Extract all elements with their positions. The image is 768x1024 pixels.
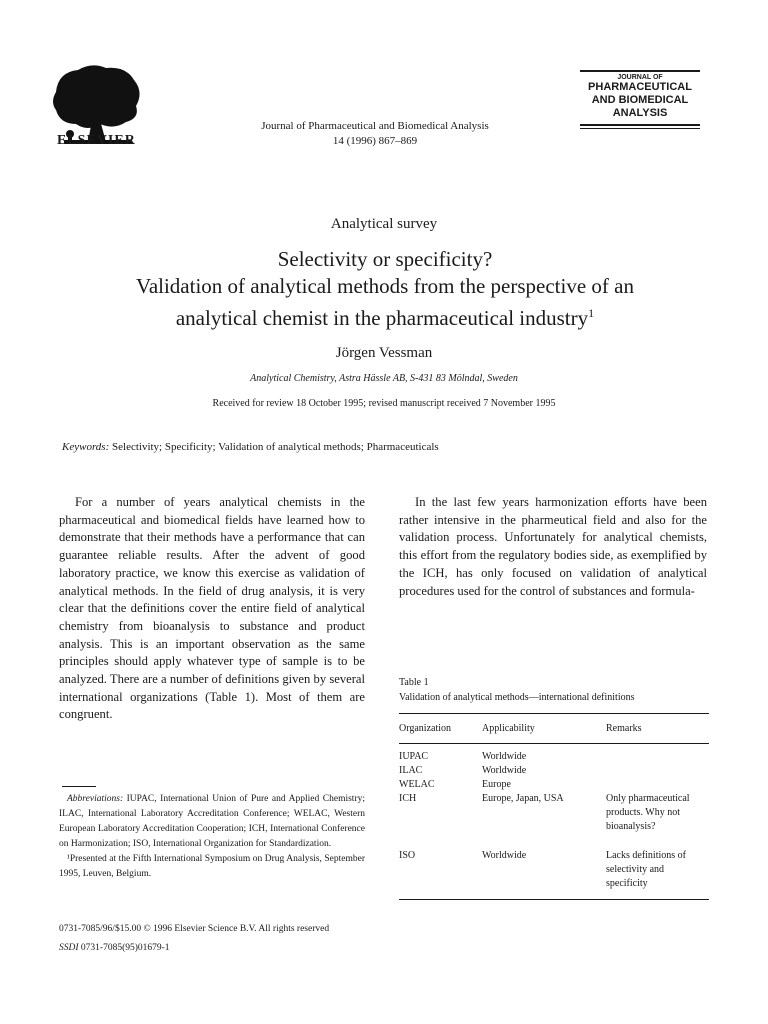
table-cell-org: ICH [399,793,417,804]
table-rule-top [399,713,709,714]
copyright-line: 0731-7085/96/$15.00 © 1996 Elsevier Science B.V. All rights reserved [59,924,330,934]
abbreviations-label: Abbreviations: [67,794,124,804]
table-cell-applicability: Europe, Japan, USA [482,793,564,804]
masthead-journal-of: JOURNAL OF [617,74,663,81]
body-left-column [59,494,365,724]
table-cell-org: ISO [399,850,416,861]
keywords-list: Selectivity; Specificity; Validation of analytical methods; Pharmaceuticals [112,441,439,453]
masthead-line-3: ANALYSIS [612,107,668,119]
keywords [62,441,439,453]
table-header-applicability: Applicability [482,723,535,734]
table-rule-header [399,743,709,744]
author-name: Jörgen Vessman [335,345,433,361]
footnotes [59,792,365,882]
table-cell-remarks: Only pharmaceutical products. Why not bioanalysis? [606,793,690,832]
table-cell-applicability: Worldwide [482,765,527,776]
masthead-rule-bottom [580,124,700,129]
journal-citation-volume: 14 (1996) 867–869 [332,135,418,147]
table-header-organization: Organization [399,723,452,734]
footnote-abbreviations [59,792,365,852]
table-cell-org: ILAC [399,765,423,776]
article-type: Analytical survey [330,216,438,232]
received-dates: Received for review 18 October 1995; revised manuscript received 7 November 1995 [212,398,556,409]
abbreviations-text: IUPAC, International Union of Pure and Applied Chemistry; ILAC, International Laboratory Accreditation Conference; WELAC, Western European Laboratory Accreditation Cooperation; ICH, International Conference on Harmonization; ISO, International Organization for Standardization. [59,794,365,849]
body-paragraph-left: For a number of years analytical chemists in the pharmaceutical and biomedical fields have learned how to demonstrate that their methods have a performance that can guarantee reliable results. After the advent of good laboratory practice, we know this exercise as validation of analytical methods. In the field of drug analysis, it is very clear that the definitions cover the entire field of analytical chemistry from bioanalysis to substance and product analysis. This is an important observation as the same principles should apply whatever type of sample is to be analyzed. There are a number of definitions given by several international organizations (Table 1). Most of them are congruent. [59,495,365,722]
publisher-name: ELSEVIER [57,133,136,148]
body-paragraph-right: In the last few years harmonization efforts have been rather intensive in the pharmeutical field and also for the validation process. Unfortunately for analytical chemists, this effort from the regulatory bodies side, as exemplified by the ICH, has only focused on validation of analytical procedures used for the control of substances and formula- [399,495,707,598]
table-cell-applicability: Worldwide [482,751,527,762]
table-cell-org: IUPAC [399,751,429,762]
table-cell-remarks: Lacks definitions of selectivity and specificity [606,850,686,889]
masthead-line-1: PHARMACEUTICAL [588,81,692,93]
journal-citation-title: Journal of Pharmaceutical and Biomedical Analysis [261,120,489,132]
title-line-3 [40,300,730,332]
table-rule-bottom [399,899,709,900]
keywords-label: Keywords: [62,441,110,453]
table-cell-applicability: Europe [482,779,511,790]
footnote-1: ¹Presented at the Fifth International Symposium on Drug Analysis, September 1995, Leuven, Belgium. [59,854,365,879]
body-right-column [399,494,707,600]
author-affiliation: Analytical Chemistry, Astra Hässle AB, S-431 83 Mölndal, Sweden [250,373,518,384]
masthead-rule-top [580,70,700,72]
journal-masthead [580,70,700,129]
title-line-2: Validation of analytical methods from the perspective of an [135,274,634,298]
table-label: Table 1 [399,677,429,688]
ssdi-line [59,943,170,953]
ssdi-number: 0731-7085(95)01679-1 [80,943,170,953]
footnote-rule [62,786,96,787]
title-footnote-mark: 1 [588,306,595,320]
table-cell-org: WELAC [399,779,435,790]
article-title [40,246,730,332]
journal-citation [230,119,520,149]
masthead-line-2: AND BIOMEDICAL [591,94,689,106]
table-header-remarks: Remarks [606,723,642,734]
title-line-1: Selectivity or specificity? [277,247,493,271]
ssdi-label: SSDI [59,943,79,953]
table-cell-applicability: Worldwide [482,850,527,861]
table-caption: Validation of analytical methods—international definitions [399,692,635,703]
title-line-3-text: analytical chemist in the pharmaceutical industry [175,306,589,330]
